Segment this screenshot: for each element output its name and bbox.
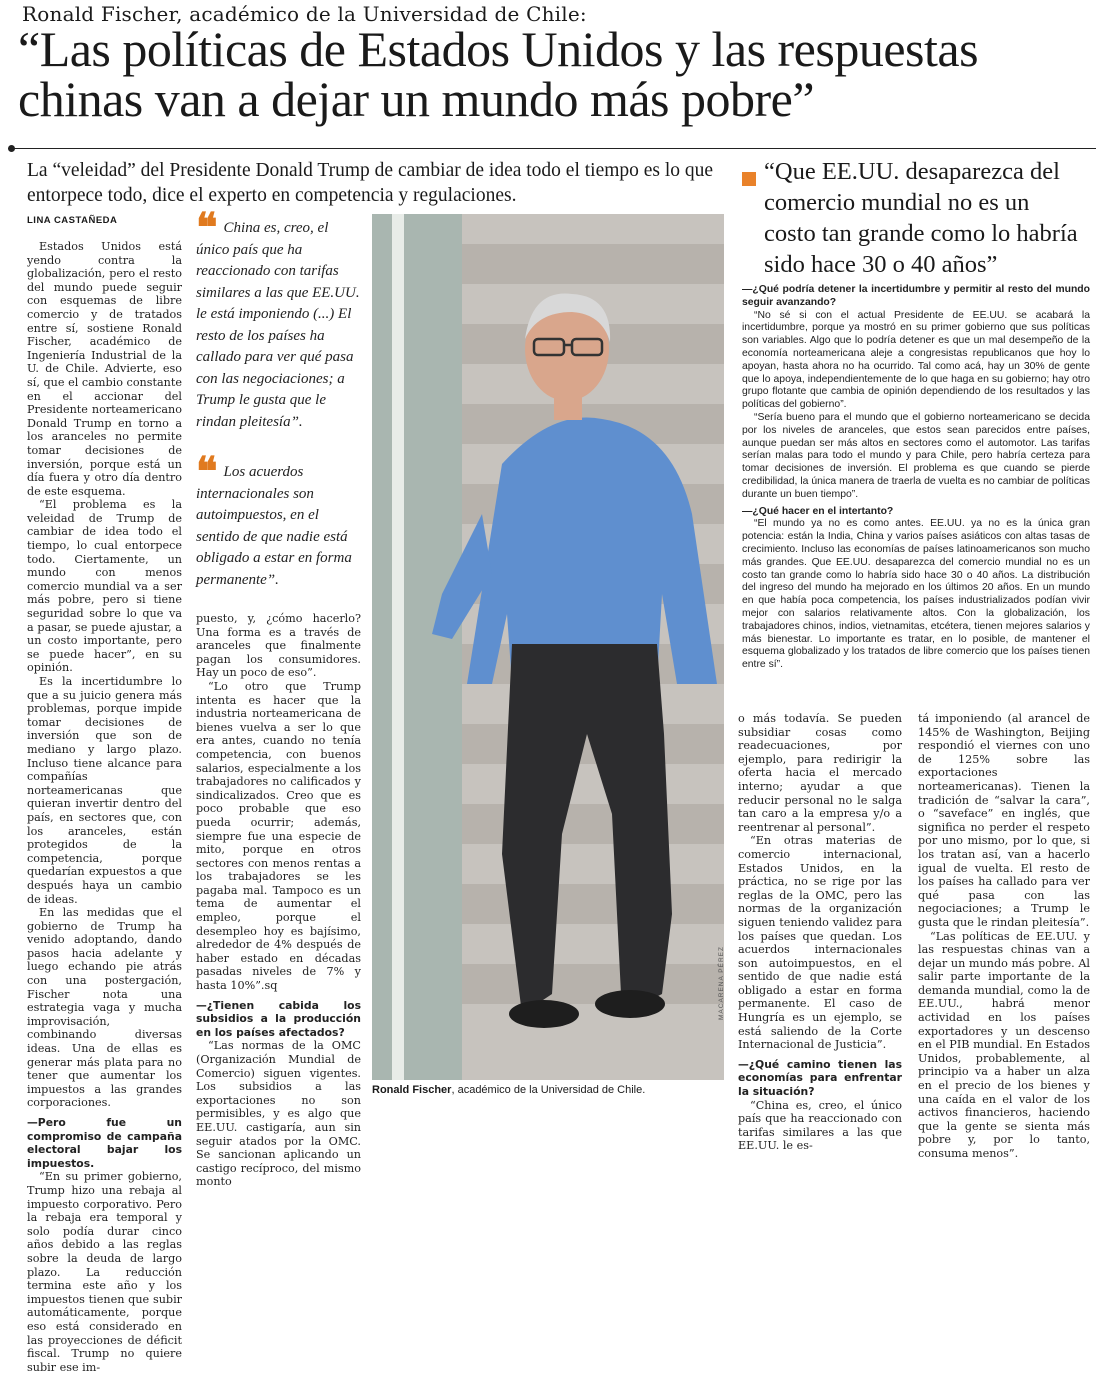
paragraph: tá imponiendo (al arancel de 145% de Washington, Beijing respondió el viernes con uno de 125% sobre las exportaciones norteamericanas). Tienen la tradición de “salvar la cara”, o “saveface” en inglés, que significa no perder el respeto por uno mismo, por lo que, si los tratan así, van a hacerlo igual de vuelta. El resto de los países ha callado para ver qué pasa con las negociaciones; a Trump le gusta que le rindan pleitesía”. [918, 712, 1090, 929]
paragraph: “China es, creo, el único país que ha reaccionado con tarifas similares a las que EE.UU. le es- [738, 1098, 902, 1153]
paragraph: “El mundo ya no es como antes. EE.UU. ya no es la única gran potencia: están la India, China y varios países asiáticos con altas tasas de crecimiento. Incluso las economías de países latinoamericanos son mucho más grandes. Que EE.UU. desaparezca del comercio mundial no es un costo tan grande como lo habría sido hace 30 o 40 años. La distribución del ingreso del mundo ha mejorado en los últimos 20 años. En un mundo en que había poca competencia, los países industrializados podían vivir mejor con salarios relativamente altos. Con la globalización, los trabajadores chinos, indios, vietnamitas, etcétera, tienen mejores salarios y más bienestar. Lo importante es tratar, en lo posible, de mantener el esquema globalizado y los tratados de libre comercio que los países tienen entre sí”. [742, 518, 1090, 671]
paragraph: “Lo otro que Trump intenta es hacer que la industria norteamericana de bienes vuelva a ser lo que era antes, cuando no tenía competencia, con buenos salarios, especialmente a los trabajadores no calificados y sindicalizados. Creo que es poco probable que eso pueda ocurrir; además, siempre fue una especie de mito, porque en otros sectores con menos rentas a los trabajadores se les pagaba mal. Tampoco es un tema de aumentar el empleo, porque el desempleo hoy es bajísimo, alrededor de 4% después de haber estado en décadas pasadas niveles de 7% y hasta 10%”.sq [196, 679, 361, 993]
column-4 [918, 712, 1090, 1160]
paragraph: En las medidas que el gobierno de Trump ha venido adoptando, dando pasos hacia adelante y luego echando pie atrás con una postergación, Fischer nota una estrategia vaga y mucha improvisación, combinando diversas ideas. Una de ellas es generar más plata para no tener que aumentar los impuestos a las grandes corporaciones. [27, 906, 182, 1110]
pull-quote-text: China es, creo, el único país que ha reaccionado con tarifas similares a las que EE.UU. le está imponiendo (...) El resto de los países ha callado para ver qué pasa con las negociaciones; a Trump le gusta que le rindan pleitesía”. [196, 220, 360, 430]
paragraph: puesto, y, ¿cómo hacerlo? Una forma es a través de aranceles que finalmente pagan los consumidores. Hay un poco de eso”. [196, 612, 361, 680]
interview-question: —Pero fue un compromiso de campaña electoral bajar los impuestos. [27, 1116, 182, 1170]
column-3 [738, 712, 902, 1153]
paragraph: “El problema es la veleidad de Trump de cambiar de idea todo el tiempo, lo cual entorpece todo. Ciertamente, un mundo con menos comercio mundial va a ser más pobre, pero si tiene seguridad sobre lo que va a pasar, se puede ajustar, a un costo importante, pero se puede hacer”, en su opinión. [27, 498, 182, 675]
byline: LINA CASTAÑEDA [27, 215, 118, 226]
photo-caption [372, 1084, 645, 1096]
caption-text: , académico de la Universidad de Chile. [451, 1084, 646, 1096]
sidebar-body [742, 284, 1090, 704]
paragraph: “Las normas de la OMC (Organización Mundial de Comercio) siguen vigentes. Los subsidios a las exportaciones no son permisibles, y es algo que EE.UU. castigaría, aun sin seguir atados por la OMC. Se sancionan aplicando un castigo recíproco, del mismo monto [196, 1039, 361, 1189]
headline: “Las políticas de Estados Unidos y las respuestas chinas van a dejar un mundo más pobre” [18, 21, 979, 127]
sidebar-headline: “Que EE.UU. desaparezca del comercio mundial no es un costo tan grande como lo habría sido hace 30 o 40 años” [764, 158, 1078, 278]
kicker: Ronald Fischer, académico de la Universidad de Chile: [22, 2, 587, 26]
column-1 [27, 240, 182, 1374]
paragraph: “Sería bueno para el mundo que el gobierno norteamericano se decida por los niveles de aranceles, que estos sean parecidos entre países, aunque puedan ser más altos en sectores como el automotor. Las tarifas serían malas para todo el mundo y para Chile, pero habría certeza para tomar decisiones de inversión. El problema es que cuando se pierde credibilidad, la única manera de traerla de vuelta es no cambiar de políticas durante un buen tiempo”. [742, 411, 1090, 500]
quote-mark-icon: ❝ [196, 448, 218, 495]
rule-dot [8, 145, 15, 152]
interview-question: —¿Qué camino tienen las economías para enfrentar la situación? [738, 1057, 902, 1099]
caption-name: Ronald Fischer [372, 1084, 452, 1096]
paragraph: “En otras materias de comercio internacional, Estados Unidos, en la práctica, no se rige por las reglas de la OMC, pero las normas de la organización siguen teniendo validez para los países que quedan. Los acuerdos internacionales son autoimpuestos, en el sentido de que nadie está obligado a estar en forma permanente. El caso de Hungría es un ejemplo, se está saliendo de la Corte Internacional de Justicia”. [738, 834, 902, 1052]
paragraph: Estados Unidos está yendo contra la globalización, pero el resto del mundo puede seguir con esquemas de libre comercio y de tratados entre sí, sostiene Ronald Fischer, académico de Ingeniería Industrial de la U. de Chile. Advierte, eso sí, que el cambio constante en el accionar del Presidente norteamericano Donald Trump en torno a los aranceles no permite tomar decisiones de inversión, porque está un día fuera y otro día dentro de este esquema. [27, 240, 182, 498]
photo-credit: MACARENA PÉREZ [718, 946, 725, 1020]
portrait-illustration [372, 214, 724, 1080]
paragraph: “No sé si con el actual Presidente de EE.UU. se acabará la incertidumbre, porque ya mostró en su primer gobierno que sus políticas son variables. Algo que lo podría detener es que un mal desempeño de la economía norteamericana aleje a congresistas republicanos que hoy lo apoyan, hasta ahora no ha ocurrido. Tal como acá, hay un 30% de gente que lo apoya, independientemente de lo que haga en su gobierno; hay otro grupo flotante que cambia de opinión dependiendo de los resultados y las políticas del gobierno”. [742, 309, 1090, 411]
column-2 [196, 612, 361, 1189]
paragraph: Es la incertidumbre lo que a su juicio genera más problemas, porque impide tomar decisiones de inversión que son de mediano y largo plazo. Incluso tiene alcance para compañías norteamericanas que quieran invertir dentro del país, en sectores que, con los aranceles, están protegidos de la competencia, porque quedarían expuestos a que después haya un cambio de ideas. [27, 675, 182, 906]
paragraph: “En su primer gobierno, Trump hizo una rebaja al impuesto corporativo. Pero la rebaja era temporal y solo podía durar cinco años debido a las reglas sobre la deuda de largo plazo. La reducción termina este año y los impuestos tienen que subir automáticamente, porque eso está considerado en las proyecciones de déficit fiscal. Trump no quiere subir ese im- [27, 1170, 182, 1374]
pull-quote-1 [196, 204, 361, 433]
sidebar-bullet [742, 172, 756, 186]
pull-quote-text: Los acuerdos internacionales son autoimpuestos, en el sentido de que nadie está obligado a estar en forma permanente”. [196, 464, 352, 588]
interview-question: —¿Tienen cabida los subsidios a la producción en los países afectados? [196, 998, 361, 1039]
quote-mark-icon: ❝ [196, 204, 218, 251]
headline-rule [8, 148, 1096, 149]
paragraph: o más todavía. Se pueden subsidiar cosas como readecuaciones, por ejemplo, para redirigir la oferta hacia el mercado interno; ayudar a que reducir personal no le salga tan caro a la empresa y/o a reentrenar al personal”. [738, 712, 902, 834]
deck: La “veleidad” del Presidente Donald Trump de cambiar de idea todo el tiempo es lo que entorpece todo, dice el experto en competencia y regulaciones. [27, 160, 714, 206]
paragraph: “Las políticas de EE.UU. y las respuestas chinas van a dejar un mundo más pobre. Al salir parte importante de la demanda mundial, como la de EE.UU., habrá menor actividad en los países exportadores y un descenso en el PIB mundial. En Estados Unidos, probablemente, al principio va a haber un alza en el precio de los bienes y una caída en el valor de los activos financieros, haciendo que la gente se sienta más pobre y, por lo tanto, consuma menos”. [918, 929, 1090, 1160]
portrait-photo [372, 214, 724, 1080]
interview-question: —¿Qué podría detener la incertidumbre y permitir al resto del mundo seguir avanzando? [742, 284, 1090, 308]
interview-question: —¿Qué hacer en el intertanto? [742, 505, 894, 517]
pull-quote-2 [196, 448, 361, 591]
